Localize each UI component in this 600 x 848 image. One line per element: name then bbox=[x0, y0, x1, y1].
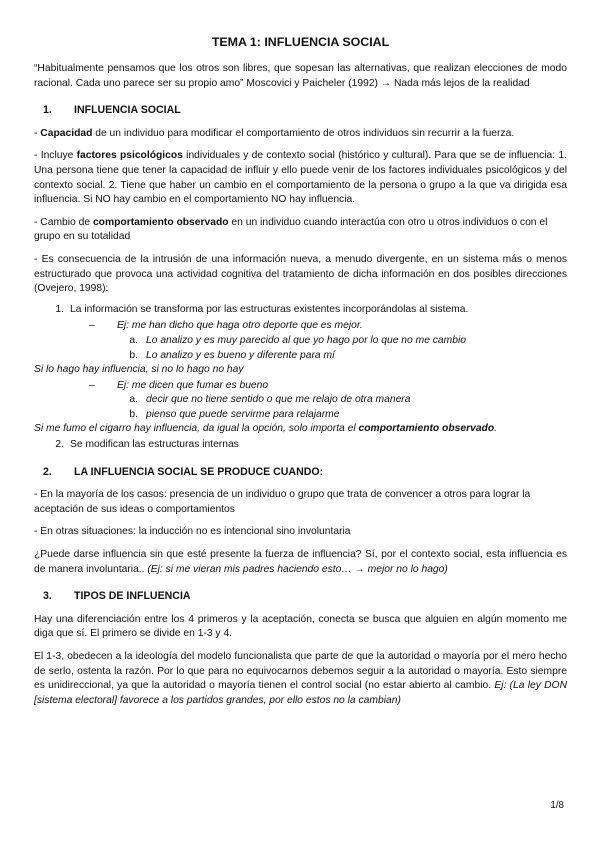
s1-paragraph-factores: - Incluye factores psicológicos individuales y de contexto social (histórico y cultural). Para que se de influencia: 1. Una persona tiene que tener la capacidad de influir y ello puede venir de los factores individuales psicológicos y del contexto social. 2. Tiene que haber un cambio en el comportamiento de la persona o grupo a la que va dirigida esa influencia. Si NO hay cambio en el comportamiento NO hay influencia. bbox=[34, 150, 567, 206]
s2-paragraph-pregunta: ¿Puede darse influencia sin que esté presente la fuerza de influencia? Sí, por el contexto social, esta influencia es de manera involuntaria.. (Ej: si me vieran mis padres haciendo esto… → mejor no lo hago) bbox=[34, 549, 567, 575]
s3-paragraph-modelo: El 1-3, obedecen a la ideología del modelo funcionalista que parte de que la autoridad o mayoría por el mero hecho de serlo, ostenta la razón. Por lo que para no equivocarnos debemos seguir a la autoridad o mayoría. Esto siempre es unidireccional, ya que la autoridad o mayoría tienen el control social (no estar abierto al cambio. Ej: (La ley DON [sistema electoral] favorece a los partidos grandes, por ello estos no la cambian) bbox=[34, 651, 568, 706]
bold-term: Capacidad bbox=[40, 127, 93, 139]
example-subitem-b: b. pienso que puede servirme para relajarme bbox=[129, 408, 340, 420]
s3-paragraph-diferenciacion: Hay una diferenciación entre los 4 primeros y la aceptación, conecta se busca que alguien en algún momento me diga que sí. El primero se divide en 1-3 y 4. bbox=[34, 613, 567, 640]
numbered-item-1: 1. La información se transforma por las estructuras existentes incorporándolas al sistema. bbox=[55, 303, 469, 315]
example-subitem-b: b. Lo analizo y es bueno y diferente para mí bbox=[129, 349, 335, 361]
section-2-title: LA INFLUENCIA SOCIAL SE PRODUCE CUANDO: bbox=[74, 465, 324, 478]
page-number: 1/8 bbox=[550, 800, 564, 811]
s1-paragraph-capacidad: - Capacidad de un individuo para modificar el comportamiento de otros individuos sin recurrir a la fuerza. bbox=[34, 127, 515, 139]
section-2-heading bbox=[34, 465, 567, 480]
s2-paragraph-mayoria: - En la mayoría de los casos: presencia de un individuo o grupo que trata de convencer a otros para lograr la aceptación de sus ideas o comportamientos bbox=[34, 489, 531, 515]
section-1-title: INFLUENCIA SOCIAL bbox=[74, 104, 181, 117]
s1-paragraph-comportamiento: - Cambio de comportamiento observado en un individuo cuando interactúa con otro u otros individuos o con el grupo en su totalidad bbox=[34, 216, 548, 243]
bold-term: comportamiento observado bbox=[92, 216, 229, 228]
bold-term: factores psicológicos bbox=[76, 150, 183, 162]
example-subitem-a: a. Lo analizo y es muy parecido al que yo hago por lo que no me cambio bbox=[129, 334, 466, 346]
example-item: – Ej: me dicen que fumar es bueno bbox=[89, 379, 269, 391]
page-title: TEMA 1: INFLUENCIA SOCIAL bbox=[211, 35, 390, 49]
italic-example: (Ej: si me vieran mis padres haciendo esto… → mejor no lo hago) bbox=[147, 563, 448, 575]
section-3-title: TIPOS DE INFLUENCIA bbox=[74, 590, 191, 603]
example-subitem-a: a. decir que no tiene sentido o que me relajo de otra manera bbox=[129, 394, 411, 406]
intro-quote: “Habitualmente pensamos que los otros son libres, que sopesan las alternativas, que realizan elecciones de modo racional. Cada uno parece ser su propio amo” Moscovici y Paicheler (1992) → Nada más lejos de la realidad bbox=[34, 63, 567, 89]
s2-paragraph-otras: - En otras situaciones: la inducción no es intencional sino involuntaria bbox=[34, 526, 351, 538]
example-conclusion: Si lo hago hay influencia, si no lo hago no hay bbox=[34, 364, 244, 376]
section-2-number: 2. bbox=[43, 465, 52, 478]
numbered-item-2: 2. Se modifican las estructuras internas bbox=[55, 439, 239, 451]
section-3-heading bbox=[34, 589, 567, 604]
italic-example: Ej: (La ley DON [sistema electoral] favorece a los partidos grandes, por ello estos no la cambian) bbox=[34, 680, 568, 706]
s1-paragraph-consecuencia: - Es consecuencia de la intrusión de una información nueva, a menudo divergente, en un sistema más o menos estructurado que provoca una actividad cognitiva del tratamiento de dicha información en dos posibles direcciones (Ovejero, 1998): bbox=[34, 253, 567, 295]
bold-term: comportamiento observado bbox=[358, 423, 495, 435]
example-conclusion: Si me fumo el cigarro hay influencia, da igual la opción, solo importa el comportamiento observado. bbox=[34, 423, 498, 435]
example-item: – Ej: me han dicho que haga otro deporte que es mejor. bbox=[89, 320, 363, 332]
section-3-number: 3. bbox=[43, 590, 52, 603]
section-1-heading bbox=[34, 103, 567, 118]
section-1-number: 1. bbox=[43, 104, 52, 117]
